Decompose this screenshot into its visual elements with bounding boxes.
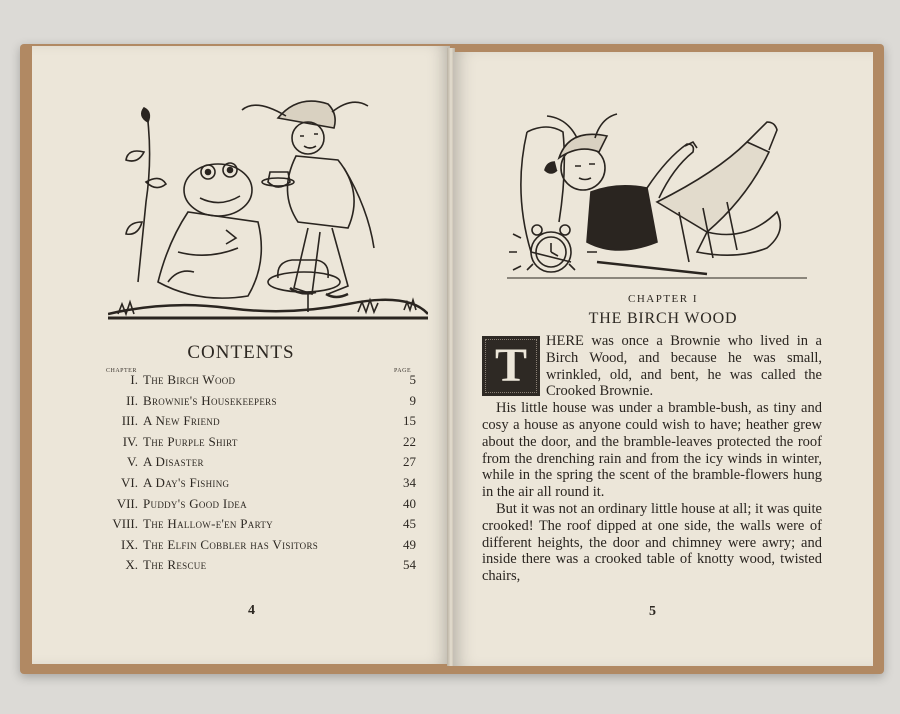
frog-and-brownie-illustration-icon [108,82,428,322]
toc-chapter-title: Brownie's Housekeepers [143,392,277,408]
toc-page-number: 34 [403,474,416,490]
toc-entry[interactable] [98,372,416,393]
right-page-number: 5 [649,604,656,619]
left-page [32,46,450,664]
toc-chapter-number: VIII. [112,516,138,532]
table-of-contents [98,372,416,578]
toc-chapter-number: V. [127,454,138,470]
toc-page-number: 54 [403,557,416,573]
toc-chapter-title: The Purple Shirt [143,433,238,449]
chapter-column-label: CHAPTER [106,368,137,374]
toc-chapter-title: The Hallow-e'en Party [143,516,273,532]
toc-page-number: 5 [409,372,416,387]
toc-entry[interactable] [98,434,416,455]
toc-entry[interactable] [98,393,416,414]
toc-page-number: 40 [403,495,416,511]
contents-heading: CONTENTS [187,342,295,363]
toc-entry[interactable] [98,413,416,434]
toc-chapter-number: IX. [121,536,138,552]
paragraph: His little house was under a bramble-bush, as tiny and cosy a house as anyone could wish to have; heather grew about the door, and the bramble-leaves protected the roof from the drenching rain and from the icy winds in winter, while in the spring the scent of the bramble-flowers hung in the air all round it. [482,400,822,501]
toc-chapter-number: X. [125,557,138,573]
toc-chapter-title: Puddy's Good Idea [143,495,247,511]
toc-chapter-title: The Elfin Cobbler has Visitors [143,536,319,552]
toc-page-number: 9 [409,392,416,408]
toc-chapter-number: II. [126,392,138,408]
toc-entry[interactable] [98,537,416,558]
toc-chapter-number: IV. [122,433,138,449]
toc-entry[interactable] [98,475,416,496]
page-column-label: PAGE [394,368,412,374]
toc-chapter-title: The Rescue [143,557,207,573]
chapter-label: CHAPTER I [627,293,699,305]
toc-page-number: 22 [403,433,416,449]
toc-entry[interactable] [98,496,416,517]
left-page-number: 4 [248,603,255,618]
toc-page-number: 15 [403,413,416,429]
toc-chapter-title: A Day's Fishing [143,474,230,490]
toc-entry[interactable] [98,454,416,475]
toc-chapter-number: VI. [121,474,138,490]
toc-chapter-title: A New Friend [143,413,220,429]
toc-chapter-title: A Disaster [143,454,204,470]
paragraph: HERE was once a Brownie who lived in a Birch Wood, and because he was small, wrinkled, old, and bent, he was called the Crooked Brownie. [546,333,822,400]
chapter-body [482,333,822,585]
toc-chapter-number: VII. [116,495,138,511]
toc-page-number: 49 [403,536,416,552]
toc-page-number: 45 [403,516,416,532]
toc-entry[interactable] [98,557,416,578]
dropcap: T [482,336,540,396]
toc-page-number: 27 [403,454,416,470]
toc-chapter-number: III. [121,413,138,429]
toc-entry[interactable] [98,516,416,537]
right-page [453,52,873,666]
paragraph: But it was not an ordinary little house at all; it was quite crooked! The roof dipped at one side, the walls were of different heights, the door and chimney were awry; and inside there was a crooked table of knotty wood, twisted chairs, [482,500,822,585]
sleeping-brownie-illustration-icon [507,102,807,282]
toc-chapter-title: The Birch Wood [143,372,236,387]
chapter-title: THE BIRCH WOOD [588,310,738,327]
toc-chapter-number: I. [130,372,138,387]
